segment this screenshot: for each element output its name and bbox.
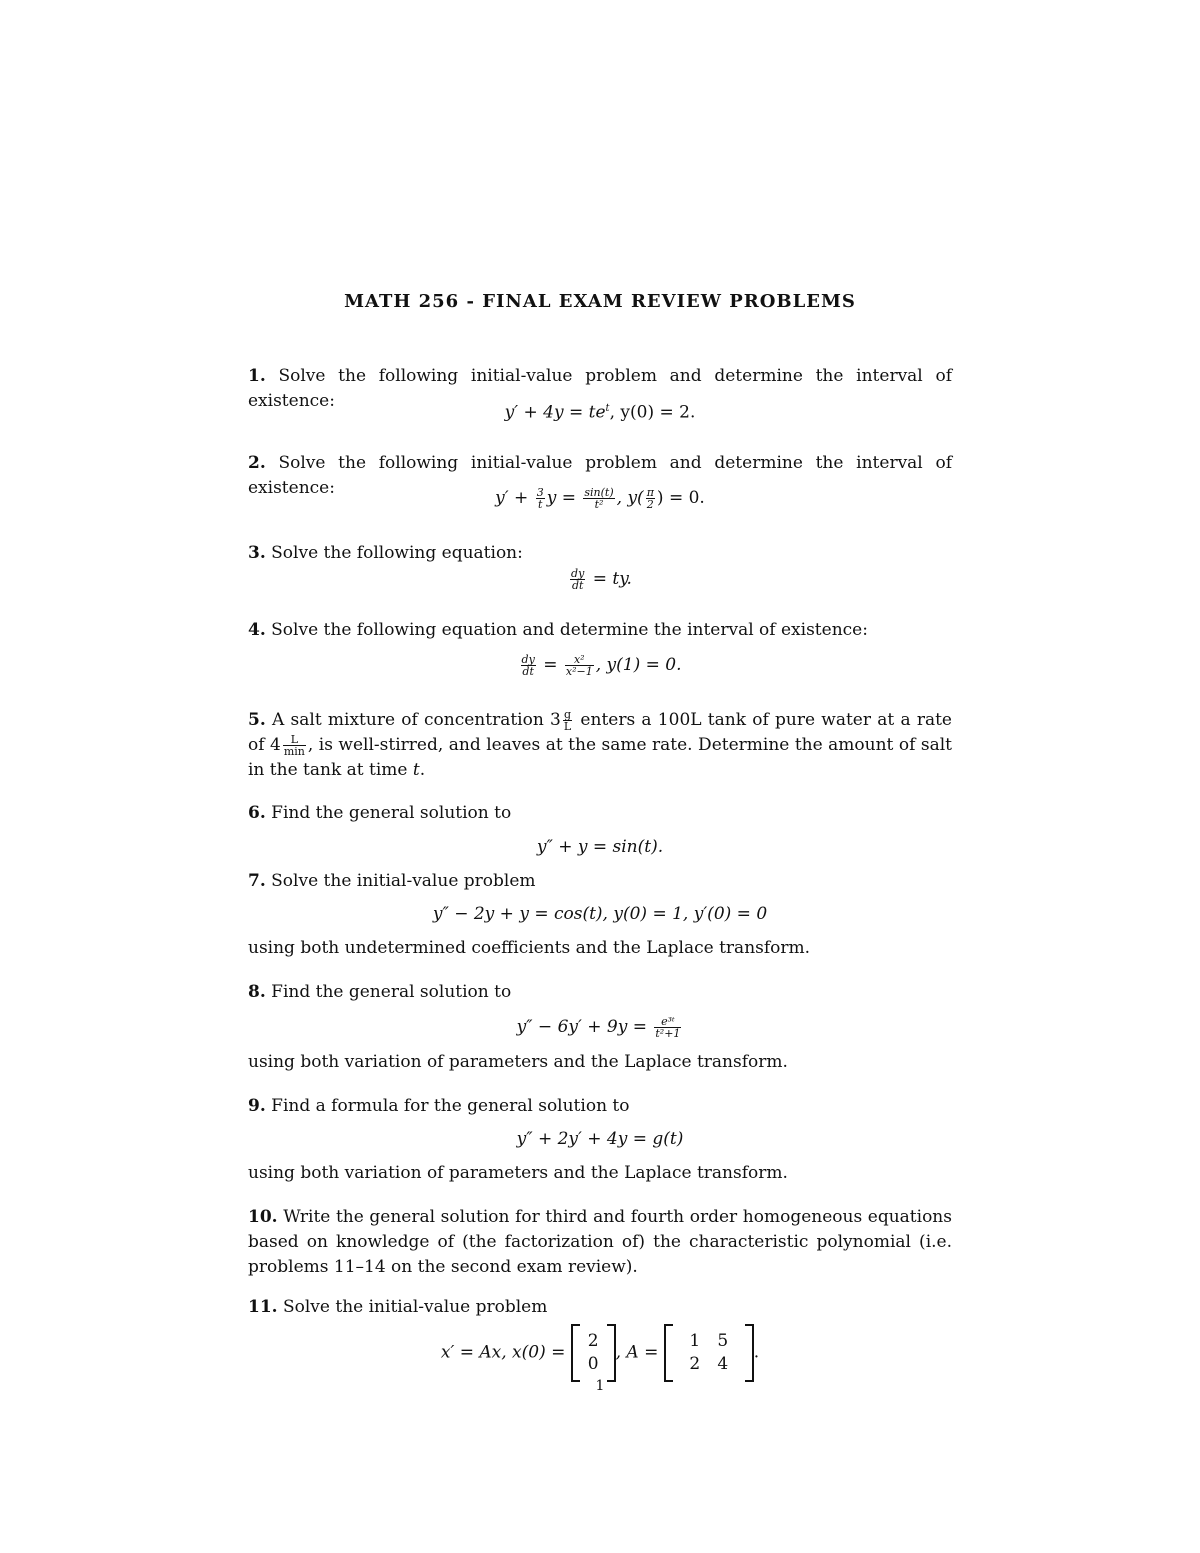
fraction: $\frac{3}{t}$ <box>536 486 544 511</box>
problem-7-note: using both undetermined coefficients and the Laplace transform. <box>248 938 811 958</box>
coefficient-matrix: 1 5 2 4 <box>664 1324 754 1382</box>
problem-number: 7. <box>248 871 266 891</box>
problem-text: Solve the following initial-value problem and determine the interval of existence: <box>248 453 952 498</box>
equation-6: y″ + y = sin(t). <box>536 837 664 857</box>
fraction: $\frac{L}{\min}$ <box>283 733 305 758</box>
problem-text: Find a formula for the general solution to <box>271 1096 630 1116</box>
problem-11 <box>248 1295 952 1320</box>
problem-number: 1. <box>248 366 266 386</box>
problem-number: 4. <box>248 620 266 640</box>
fraction: $\frac{\pi}{2}$ <box>646 486 654 511</box>
problem-number: 3. <box>248 543 266 563</box>
problem-number: 9. <box>248 1096 266 1116</box>
problem-number: 8. <box>248 982 266 1002</box>
problem-text: Solve the following equation: <box>271 543 523 563</box>
initial-vector: 2 0 <box>571 1324 616 1382</box>
problem-9 <box>248 1094 952 1119</box>
equation-2: y′ + $\frac{3}{t}$ y = $\frac{\sin(t)}{\text{t²}}$ , y( $\frac{\pi}{2}$ ) = 0. <box>495 486 705 511</box>
problem-text: Solve the initial-value problem <box>282 1297 548 1317</box>
problem-3 <box>248 541 952 566</box>
fraction: $\frac{dy}{dt}$ <box>521 653 535 678</box>
problem-6 <box>248 801 952 826</box>
problem-10 <box>248 1205 952 1280</box>
problem-9-note: using both variation of parameters and the Laplace transform. <box>248 1163 788 1183</box>
equation-4: $\frac{dy}{dt}$ = $\frac{\text{x²}}{\text{x²−1}}$ , y(1) = 0. <box>521 653 682 678</box>
problem-text: Find the general solution to <box>271 982 512 1002</box>
equation-1: $y' + 4y = te^t$, y(0) = 2. <box>504 402 696 423</box>
problem-7 <box>248 869 952 894</box>
problem-text: Solve the following equation and determine the interval of existence: <box>271 620 868 640</box>
fraction: $\frac{dy}{dt}$ <box>571 567 585 592</box>
page-number: 1 <box>595 1378 605 1394</box>
problem-text: Write the general solution for third and fourth order homogeneous equations based on knowledge of (the factorization of) the characteristic polynomial (i.e. problems 11–14 on the second exam review). <box>248 1207 952 1277</box>
equation-8: y″ − 6y′ + 9y = $\frac{\text{e³ᵗ}}{\text{t²+1}}$ <box>516 1015 681 1040</box>
equation-9: y″ + 2y′ + 4y = g(t) <box>516 1129 684 1149</box>
equation-3: $\frac{dy}{dt}$ = ty. <box>571 567 632 592</box>
problem-8 <box>248 980 952 1005</box>
fraction: $\frac{\sin(t)}{\text{t²}}$ <box>584 486 614 511</box>
problem-number: 2. <box>248 453 266 473</box>
problem-text: Solve the initial-value problem <box>271 871 536 891</box>
problem-5: 5. A salt mixture of concentration 3 $\frac{g}{L}$ enters a 100L tank of pure water at a rate of 4 $\frac{L}{\min}$ , is well-stirred, and leaves at the same rate. Determine the amount of salt in the tank at time t. <box>248 708 952 780</box>
equation-7: y″ − 2y + y = cos(t), y(0) = 1, y′(0) = 0 <box>432 904 768 924</box>
page-title: MATH 256 - FINAL EXAM REVIEW PROBLEMS <box>344 291 856 312</box>
problem-number: 10. <box>248 1207 278 1227</box>
fraction: $\frac{g}{L}$ <box>563 708 572 733</box>
problem-text: Solve the following initial-value problem and determine the interval of existence: <box>248 366 952 411</box>
problem-number: 6. <box>248 803 266 823</box>
problem-8-note: using both variation of parameters and the Laplace transform. <box>248 1052 788 1072</box>
problem-4 <box>248 618 952 643</box>
fraction: $\frac{\text{x²}}{\text{x²−1}}$ <box>565 653 593 678</box>
problem-number: 5. <box>248 710 266 730</box>
equation-11: x′ = Ax, x(0) = 2 0 , A = 1 5 2 4 . <box>0 1324 1200 1382</box>
fraction: $\frac{\text{e³ᵗ}}{\text{t²+1}}$ <box>655 1015 681 1040</box>
problem-text: Find the general solution to <box>271 803 512 823</box>
problem-number: 11. <box>248 1297 278 1317</box>
